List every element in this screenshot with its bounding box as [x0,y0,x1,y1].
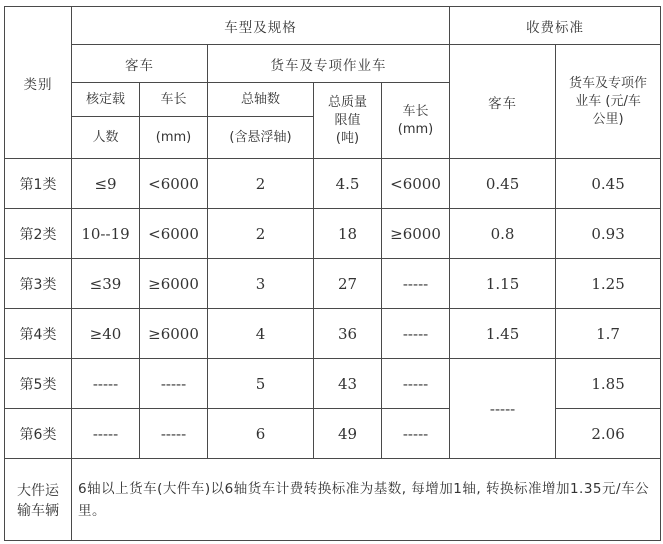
axles-cell: 5 [208,359,314,409]
truck-special-header: 货车及专项作业车 [208,45,450,83]
table-row [5,359,661,409]
toll-standard-header: 收费标准 [450,7,661,45]
oversize-label [5,459,72,541]
axles-cell: 2 [208,159,314,209]
seats-cell: ≤39 [72,259,140,309]
truck-length-cell: ----- [382,359,450,409]
weight-header-line1: 总质量 [327,94,367,110]
toll-passenger-cell: 1.15 [450,259,556,309]
seats-header-line1: 核定载 [72,83,140,117]
category-cell: 第2类 [5,209,72,259]
category-cell: 第1类 [5,159,72,209]
oversize-label-line2: 输车辆 [17,502,59,519]
toll-passenger-header: 客车 [450,45,556,159]
weight-header-line2: 限值 [334,112,361,128]
toll-passenger-merged-cell: ----- [450,359,556,459]
weight-cell: 36 [314,309,382,359]
seats-cell: ≤9 [72,159,140,209]
passenger-header: 客车 [72,45,208,83]
passenger-length-cell: ≥6000 [140,259,208,309]
table-row [5,159,661,209]
table-row [5,259,661,309]
seats-header-line2: 人数 [72,117,140,159]
toll-truck-header [556,45,661,159]
seats-cell: ≥40 [72,309,140,359]
weight-cell: 18 [314,209,382,259]
seats-cell: ----- [72,359,140,409]
toll-truck-cell: 2.06 [556,409,661,459]
seats-cell: 10--19 [72,209,140,259]
truck-length-header-unit: (mm) [397,121,434,137]
toll-truck-cell: 1.85 [556,359,661,409]
weight-cell: 27 [314,259,382,309]
axles-cell: 2 [208,209,314,259]
oversize-note: 6轴以上货车(大件车)以6轴货车计费转换标准为基数, 每增加1轴, 转换标准增加1.35元/车公里。 [72,459,661,541]
axles-header: 总轴数 [208,83,314,117]
toll-truck-header-line3: 公里) [592,111,624,127]
toll-truck-header-line1: 货车及专项作 [569,75,648,91]
oversize-label-line1: 大件运 [17,482,59,499]
table-row [5,409,661,459]
toll-truck-cell: 0.93 [556,209,661,259]
truck-length-cell: ----- [382,259,450,309]
oversize-row [5,459,661,541]
truck-length-cell: ----- [382,309,450,359]
passenger-length-cell: ≥6000 [140,309,208,359]
toll-rate-table [4,6,661,541]
seats-cell: ----- [72,409,140,459]
truck-length-header [382,83,450,159]
truck-length-cell: ----- [382,409,450,459]
passenger-length-header: 车长 [140,83,208,117]
weight-limit-header [314,83,382,159]
table-row [5,209,661,259]
passenger-length-cell: <6000 [140,209,208,259]
truck-length-cell: <6000 [382,159,450,209]
category-header: 类别 [5,7,72,159]
passenger-length-cell: <6000 [140,159,208,209]
truck-length-header-label: 车长 [402,103,429,119]
category-cell: 第6类 [5,409,72,459]
category-cell: 第4类 [5,309,72,359]
weight-cell: 4.5 [314,159,382,209]
weight-cell: 49 [314,409,382,459]
axles-note: (含悬浮轴) [208,117,314,159]
toll-passenger-cell: 0.45 [450,159,556,209]
axles-cell: 4 [208,309,314,359]
weight-cell: 43 [314,359,382,409]
weight-header-line3: (吨) [335,130,360,146]
table-row [5,309,661,359]
truck-length-cell: ≥6000 [382,209,450,259]
category-cell: 第5类 [5,359,72,409]
toll-truck-header-line2: 业车 (元/车 [575,93,641,109]
axles-cell: 3 [208,259,314,309]
passenger-length-cell: ----- [140,409,208,459]
toll-truck-cell: 1.25 [556,259,661,309]
toll-passenger-cell: 0.8 [450,209,556,259]
passenger-length-cell: ----- [140,359,208,409]
toll-truck-cell: 1.7 [556,309,661,359]
vehicle-spec-header: 车型及规格 [72,7,450,45]
axles-cell: 6 [208,409,314,459]
category-cell: 第3类 [5,259,72,309]
toll-truck-cell: 0.45 [556,159,661,209]
toll-passenger-cell: 1.45 [450,309,556,359]
passenger-length-unit: (mm) [140,117,208,159]
